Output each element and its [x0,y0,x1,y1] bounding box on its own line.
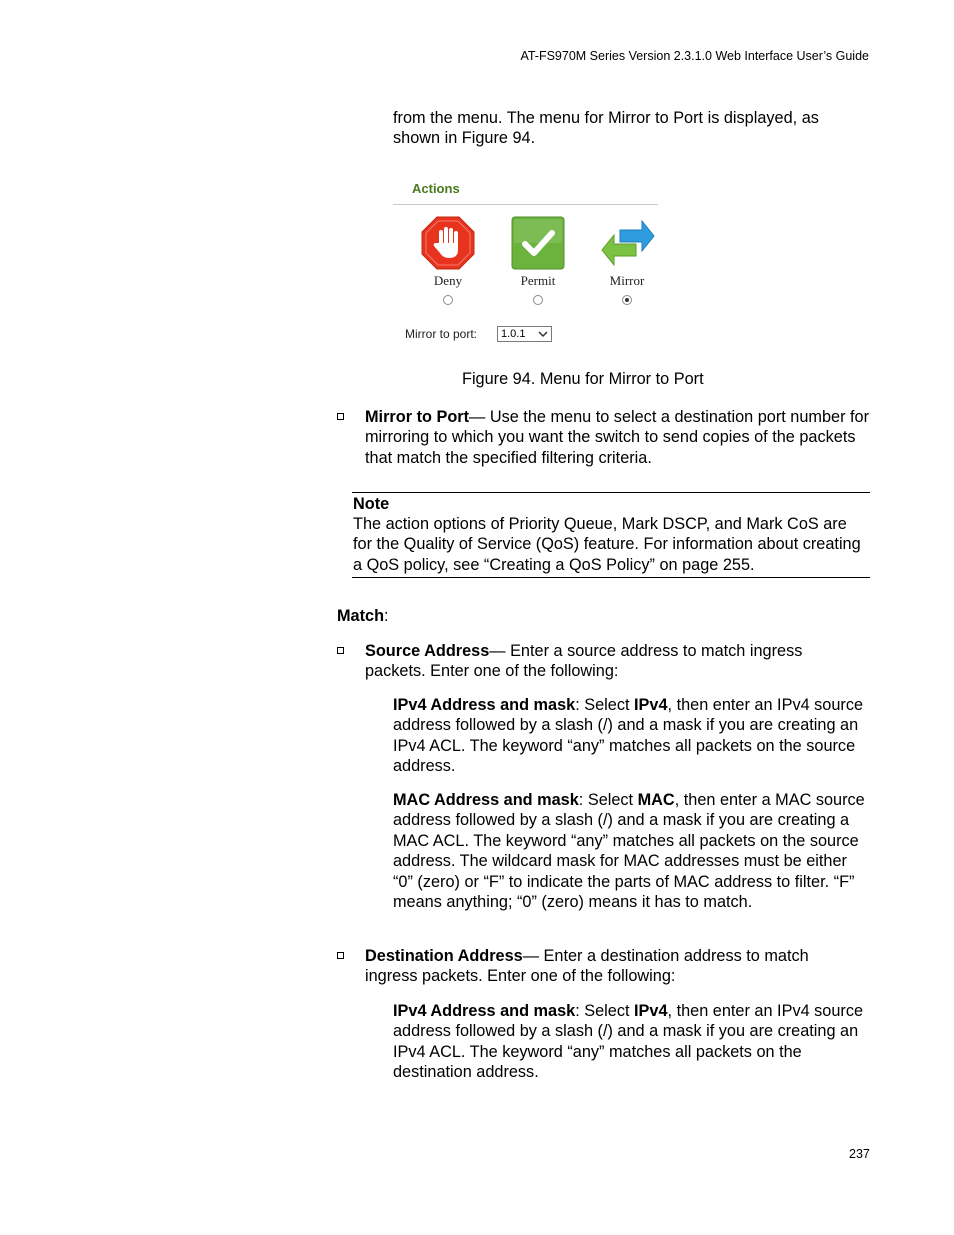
action-label-deny: Deny [433,273,463,288]
action-label-mirror: Mirror [609,273,645,288]
source-mac-paragraph [393,790,870,912]
actions-title: Actions [412,181,460,196]
source-ipv4-term: IPv4 Address and mask [393,696,576,714]
action-label-permit: Permit [520,273,556,288]
mirror-radio[interactable] [622,295,632,305]
checkbox-bullet-icon [337,413,344,420]
destination-address-desc: — Enter a destination address to match ingress packets. Enter one of the following: [365,947,809,986]
source-mac-keyword: MAC [637,791,675,809]
source-ipv4-pre: : Select [575,696,635,714]
note-text: The action options of Priority Queue, Mark DSCP, and Mark CoS are for the Quality of Service (QoS) feature. For information about creating a QoS policy, see “Creating a QoS Policy” on page 255. [353,515,861,574]
match-term: Match [337,607,385,625]
permit-radio[interactable] [533,295,543,305]
match-heading [337,606,389,626]
deny-radio[interactable] [443,295,453,305]
chevron-down-icon [538,328,548,340]
note-title: Note [353,495,390,513]
checkmark-icon [511,216,565,270]
source-ipv4-paragraph [393,695,868,777]
checkbox-bullet-icon [337,647,344,654]
mirror-to-port-desc: — Use the menu to select a destination port number for mirroring to which you want the switch to send copies of the packets that match the specified filtering criteria. [365,408,870,467]
source-address-desc: — Enter a source address to match ingress packets. Enter one of the following: [365,642,803,681]
source-mac-pre: : Select [578,791,638,809]
mirror-arrows-icon [600,218,656,268]
running-header: AT-FS970M Series Version 2.3.1.0 Web Interface User’s Guide [520,49,869,63]
destination-address-term: Destination Address [365,947,523,965]
match-suffix: : [384,607,389,625]
source-mac-term: MAC Address and mask [393,791,579,809]
source-mac-text: , then enter a MAC source address followed by a slash (/) and a mask if you are creating a MAC ACL. The keyword “any” matches all packets on the source address. The wildcard mask for MAC addresses must be either “0” (zero) or “F” to indicate the parts of MAC address to filter. “F” means anything; “0” (zero) means it has to match. [393,791,865,912]
checkbox-bullet-icon [337,952,344,959]
stop-hand-icon [421,216,475,270]
note-top-rule [352,492,870,493]
destination-ipv4-keyword: IPv4 [634,1002,668,1020]
note-bottom-rule [352,577,870,578]
mirror-to-port-term: Mirror to Port [365,408,470,426]
source-address-term: Source Address [365,642,490,660]
mirror-to-port-item [365,407,870,468]
actions-divider [393,204,658,205]
destination-ipv4-pre: : Select [575,1002,635,1020]
mirror-port-select[interactable] [497,326,552,342]
mirror-port-value: 1.0.1 [501,328,526,340]
intro-paragraph: from the menu. The menu for Mirror to Port is displayed, as shown in Figure 94. [393,109,819,148]
destination-ipv4-term: IPv4 Address and mask [393,1002,576,1020]
source-ipv4-text: , then enter an IPv4 source address followed by a slash (/) and a mask if you are creating an IPv4 ACL. The keyword “any” matches all packets on the source address. [393,696,864,776]
source-ipv4-keyword: IPv4 [634,696,668,714]
destination-ipv4-text: , then enter an IPv4 source address followed by a slash (/) and a mask if you are creating an IPv4 ACL. The keyword “any” matches all packets on the destination address. [393,1002,864,1082]
page-number: 237 [849,1147,870,1161]
destination-ipv4-paragraph [393,1001,868,1083]
destination-address-item [365,946,855,987]
source-address-item [365,641,855,682]
mirror-to-port-label: Mirror to port: [405,327,478,341]
figure-caption: Figure 94. Menu for Mirror to Port [462,370,704,388]
